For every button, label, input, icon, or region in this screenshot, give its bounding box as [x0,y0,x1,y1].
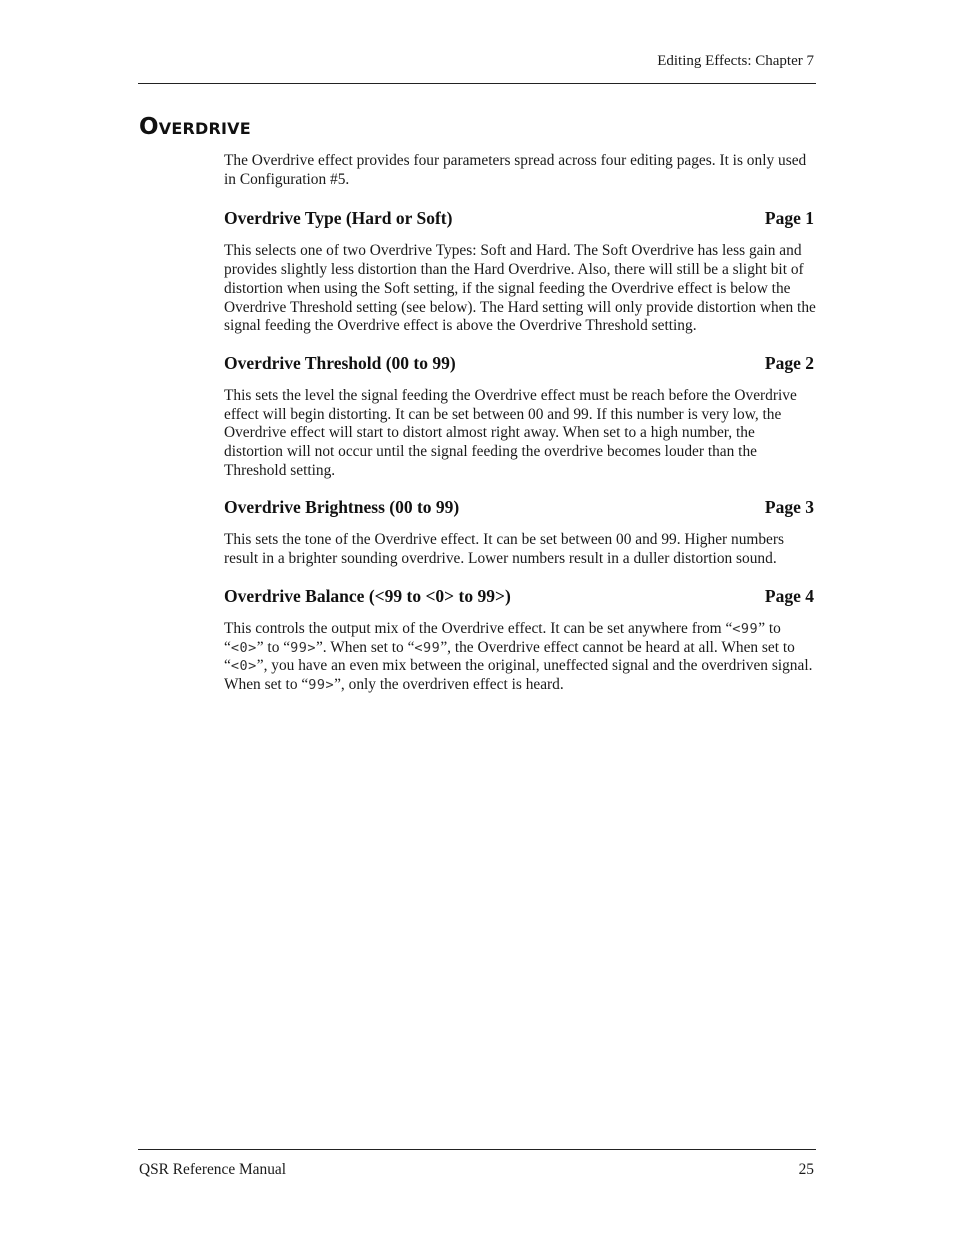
lcd-value: <99 [414,639,441,656]
section-overdrive-balance [224,586,816,695]
section-page-ref: Page 4 [764,585,814,606]
body-text: ”. When set to “ [315,638,415,656]
section-overdrive-threshold [224,353,816,481]
section-body: This sets the tone of the Overdrive effect. It can be set between 00 and 99. Higher numbers result in a brighter sounding overdrive. Lower numbers result in a duller distortion sound. [224,531,785,568]
section-heading [224,353,816,374]
section-body [224,620,816,695]
body-text: ” to “ [256,638,291,656]
section-overdrive-brightness [224,497,816,568]
section-heading-title: Overdrive Threshold (00 to 99) [224,352,456,373]
page-number: 25 [798,1161,814,1178]
section-heading [224,497,816,518]
section-heading [224,586,816,607]
body-text: ”, only the overdriven effect is heard. [334,675,564,693]
body-text: This controls the output mix of the Overdrive effect. It can be set anywhere from “ [224,619,733,637]
section-body: This sets the level the signal feeding the Overdrive effect must be reach before the Overdrive effect will begin distorting. It can be set between 00 and 99. If this number is very low, the Overdrive effect will start to distort almost right away. When set to a high number, the distortion will not occur until the signal feeding the overdrive becomes louder than the Threshold setting. [224,386,797,479]
section-heading-title: Overdrive Brightness (00 to 99) [224,497,460,518]
main-content [224,152,816,712]
section-heading [224,208,816,229]
body-text: ” to “ [224,619,781,656]
manual-name: QSR Reference Manual [139,1161,287,1178]
page-title: Overdrive [139,114,251,140]
chapter-header: Editing Effects: Chapter 7 [657,53,814,69]
lcd-value: 99> [290,639,316,656]
section-overdrive-type [224,208,816,336]
section-page-ref: Page 1 [764,208,814,229]
header-divider [138,83,816,84]
lcd-value: <99 [732,620,759,637]
section-page-ref: Page 2 [764,352,814,373]
section-body: This selects one of two Overdrive Types: Soft and Hard. The Soft Overdrive has less gain and provides slightly less distortion than the Hard Overdrive. Also, there will still be a slight bit of distortion when using the Soft setting, if the signal feeding the Overdrive effect is below the Overdrive Threshold setting (see below). The Hard setting will only provide distortion when the signal feeding the Overdrive effect is above the Overdrive Threshold setting. [224,242,816,335]
section-page-ref: Page 3 [764,497,814,518]
lcd-value: <0> [230,658,257,675]
section-heading-title: Overdrive Type (Hard or Soft) [224,208,453,229]
body-text: ”, the Overdrive effect cannot be heard at all. When set to “ [224,638,795,675]
intro-paragraph: The Overdrive effect provides four parameters spread across four editing pages. It is only used in Configuration #5. [224,152,807,188]
body-text: ”, you have an even mix between the original, uneffected signal and the overdriven signal. When set to “ [224,657,813,693]
footer-divider [138,1149,816,1150]
lcd-value: 99> [308,676,335,693]
section-heading-title: Overdrive Balance (<99 to <0> to 99>) [224,585,511,606]
lcd-value: <0> [230,639,257,656]
